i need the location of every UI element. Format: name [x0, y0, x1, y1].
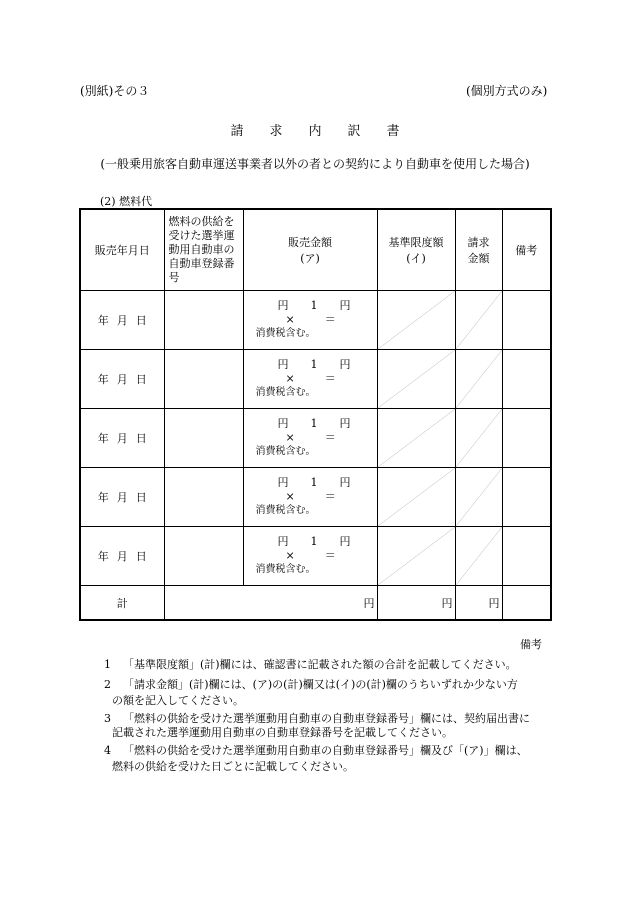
header-request: [455, 209, 502, 291]
amount-cell[interactable]: [243, 468, 377, 527]
note-2: [104, 676, 518, 692]
year-label: 年: [97, 491, 109, 504]
unit-one: 1: [310, 358, 318, 371]
limit-cell: [377, 409, 455, 468]
header-remarks: 備考: [502, 209, 551, 291]
tax-note: 消費税含む。: [255, 387, 316, 398]
month-label: 月: [116, 491, 128, 504]
diagonal-line: [456, 291, 502, 349]
times-sign: ×: [285, 549, 295, 562]
breakdown-table: [79, 208, 552, 621]
note-number: 2: [104, 678, 111, 691]
table-row: [80, 468, 551, 527]
note-text: 「請求金額」(計)欄には、(ア)の(計)欄又は(イ)の(計)欄のうちいずれか少ない方: [123, 678, 518, 691]
yen-label: 円: [277, 535, 289, 548]
yen-label: 円: [277, 417, 289, 430]
document-title: 請求内訳書: [230, 124, 426, 139]
year-label: 年: [97, 373, 109, 386]
section-heading: (2) 燃料代: [100, 195, 153, 208]
note-3-cont: 記載された選挙運動用自動車の自動車登録番号を記載してください。: [112, 726, 453, 739]
equals-sign: ＝: [324, 549, 336, 562]
month-label: 月: [116, 314, 128, 327]
date-cell[interactable]: [80, 291, 164, 350]
unit-one: 1: [310, 299, 318, 312]
limit-cell: [377, 527, 455, 586]
table-row: [80, 409, 551, 468]
equals-sign: ＝: [324, 313, 336, 326]
limit-cell: [377, 468, 455, 527]
equals-sign: ＝: [324, 372, 336, 385]
note-4: [104, 742, 528, 758]
year-label: 年: [97, 314, 109, 327]
unit-one: 1: [310, 535, 318, 548]
tax-note: 消費税含む。: [255, 505, 316, 516]
amount-cell[interactable]: [243, 527, 377, 586]
diagonal-line: [378, 468, 455, 526]
yen-label: 円: [339, 476, 351, 489]
note-text: 「燃料の供給を受けた選挙運動用自動車の自動車登録番号」欄及び「(ア)」欄は、: [123, 744, 528, 757]
year-label: 年: [97, 432, 109, 445]
header-sale-amount-sub: (ア): [300, 252, 320, 265]
header-sale-date: 販売年月日: [80, 209, 164, 291]
unit-one: 1: [310, 417, 318, 430]
header-sale-amount-label: 販売金額: [288, 236, 332, 249]
request-cell: [455, 527, 502, 586]
document-subtitle: (一般乗用旅客自動車運送事業者以外の者との契約により自動車を使用した場合): [100, 157, 530, 171]
total-request-cell[interactable]: [455, 586, 502, 621]
note-number: 1: [104, 658, 111, 671]
header-request-line2: 金額: [467, 252, 490, 265]
remarks-cell[interactable]: [502, 291, 551, 350]
diagonal-line: [456, 527, 502, 585]
yen-label: 円: [339, 535, 351, 548]
registration-cell[interactable]: [164, 291, 243, 350]
equals-sign: ＝: [324, 431, 336, 444]
table-row: [80, 527, 551, 586]
header-sale-amount: [243, 209, 377, 291]
remarks-cell[interactable]: [502, 527, 551, 586]
times-sign: ×: [285, 490, 295, 503]
day-label: 日: [135, 491, 147, 504]
limit-cell: [377, 350, 455, 409]
diagonal-line: [456, 468, 502, 526]
header-request-line1: 請求: [467, 236, 490, 249]
total-remarks-cell[interactable]: [502, 586, 551, 621]
yen-label: 円: [339, 417, 351, 430]
yen-label: 円: [339, 299, 351, 312]
diagonal-line: [378, 350, 455, 408]
tax-note: 消費税含む。: [255, 446, 316, 457]
note-2-cont: の額を記入してください。: [112, 694, 244, 707]
date-cell[interactable]: [80, 468, 164, 527]
header-limit-label: 基準限度額: [388, 236, 444, 249]
total-limit-unit: 円: [441, 596, 453, 610]
header-registration-number: 燃料の供給を受けた選挙運動用自動車の自動車登録番号: [164, 209, 243, 291]
header-limit: [377, 209, 455, 291]
yen-label: 円: [277, 299, 289, 312]
yen-label: 円: [339, 358, 351, 371]
diagonal-line: [378, 291, 455, 349]
times-sign: ×: [285, 313, 295, 326]
table-row: [80, 291, 551, 350]
total-label: 計: [80, 586, 164, 621]
diagonal-line: [378, 527, 455, 585]
times-sign: ×: [285, 372, 295, 385]
limit-cell: [377, 291, 455, 350]
registration-cell[interactable]: [164, 350, 243, 409]
amount-cell[interactable]: [243, 291, 377, 350]
registration-cell[interactable]: [164, 409, 243, 468]
request-cell: [455, 291, 502, 350]
total-row: [80, 586, 551, 621]
date-cell[interactable]: [80, 527, 164, 586]
tax-note: 消費税含む。: [255, 564, 316, 575]
date-cell[interactable]: [80, 409, 164, 468]
tax-note: 消費税含む。: [255, 328, 316, 339]
month-label: 月: [116, 550, 128, 563]
yen-label: 円: [277, 358, 289, 371]
registration-cell[interactable]: [164, 468, 243, 527]
diagonal-line: [378, 409, 455, 467]
equals-sign: ＝: [324, 490, 336, 503]
day-label: 日: [135, 314, 147, 327]
header-limit-sub: (イ): [406, 252, 426, 265]
date-cell[interactable]: [80, 350, 164, 409]
note-text: 「基準限度額」(計)欄には、確認書に記載された額の合計を記載してください。: [123, 658, 517, 671]
amount-cell[interactable]: [243, 350, 377, 409]
method-label: (個別方式のみ): [466, 84, 548, 98]
note-number: 4: [104, 744, 111, 757]
note-4-cont: 燃料の供給を受けた日ごとに記載してください。: [112, 760, 354, 773]
note-text: 「燃料の供給を受けた選挙運動用自動車の自動車登録番号」欄には、契約届出書に: [123, 712, 530, 725]
unit-one: 1: [310, 476, 318, 489]
remarks-cell[interactable]: [502, 409, 551, 468]
day-label: 日: [135, 550, 147, 563]
yen-label: 円: [277, 476, 289, 489]
month-label: 月: [116, 373, 128, 386]
day-label: 日: [135, 373, 147, 386]
total-amount-unit: 円: [363, 596, 375, 610]
note-number: 3: [104, 712, 111, 725]
document-label: (別紙)その３: [80, 84, 150, 98]
table-header-row: [80, 209, 551, 291]
month-label: 月: [116, 432, 128, 445]
times-sign: ×: [285, 431, 295, 444]
diagonal-line: [456, 409, 502, 467]
total-request-unit: 円: [488, 596, 500, 610]
request-cell: [455, 350, 502, 409]
request-cell: [455, 468, 502, 527]
total-limit-cell[interactable]: [377, 586, 455, 621]
remarks-cell[interactable]: [502, 468, 551, 527]
remarks-cell[interactable]: [502, 350, 551, 409]
year-label: 年: [97, 550, 109, 563]
diagonal-line: [456, 350, 502, 408]
note-1: [104, 656, 517, 672]
amount-cell[interactable]: [243, 409, 377, 468]
total-amount-cell[interactable]: [164, 586, 377, 621]
day-label: 日: [135, 432, 147, 445]
registration-cell[interactable]: [164, 527, 243, 586]
request-cell: [455, 409, 502, 468]
notes-title: 備考: [520, 638, 542, 651]
table-row: [80, 350, 551, 409]
